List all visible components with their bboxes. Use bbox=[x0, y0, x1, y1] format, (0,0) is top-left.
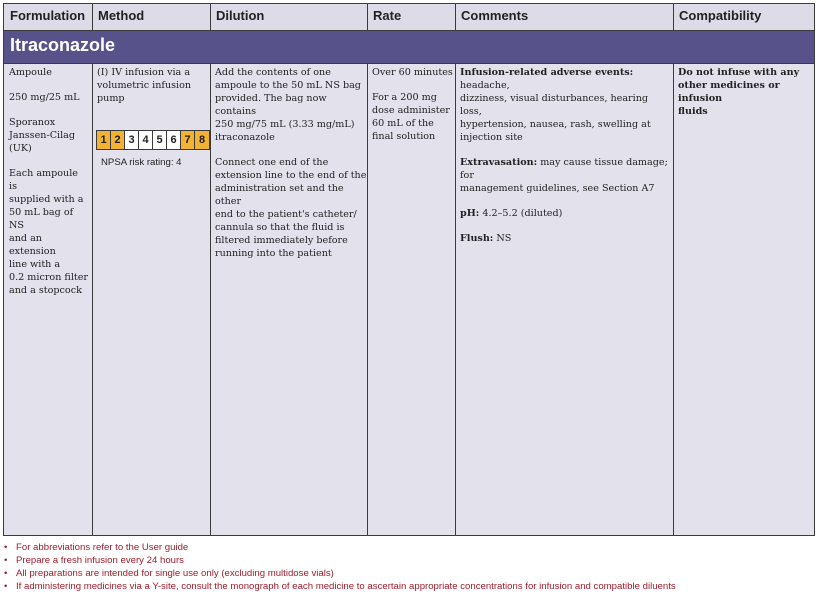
footnote-item: • For abbreviations refer to the User guide bbox=[0, 541, 819, 554]
flush-label: Flush: bbox=[460, 233, 494, 244]
header-dilution: Dilution bbox=[216, 8, 265, 23]
header-method: Method bbox=[98, 8, 145, 23]
formulation-brand: Sporanox Janssen-Cilag (UK) bbox=[9, 117, 76, 154]
comment-adverse-events bbox=[460, 66, 672, 144]
rate-dose-note: For a 200 mg dose administer 60 mL of the final solution bbox=[372, 92, 450, 142]
risk-box-4: 4 bbox=[139, 131, 153, 149]
header-comments: Comments bbox=[461, 8, 529, 23]
drug-name: Itraconazole bbox=[10, 35, 116, 55]
risk-box-1: 1 bbox=[97, 131, 111, 149]
ph-label: pH: bbox=[460, 208, 480, 219]
header-rate: Rate bbox=[373, 8, 402, 23]
column-divider bbox=[210, 4, 211, 535]
footnote-item: • Prepare a fresh infusion every 24 hours bbox=[0, 554, 819, 567]
npsa-risk-label: NPSA risk rating: 4 bbox=[101, 157, 182, 168]
formulation-strength: 250 mg/25 mL bbox=[9, 92, 80, 103]
risk-box-6: 6 bbox=[167, 131, 181, 149]
dilution-cell bbox=[215, 66, 367, 272]
formulation-cell bbox=[9, 66, 89, 309]
rate-duration: Over 60 minutes bbox=[372, 67, 453, 78]
header-formulation: Formulation bbox=[10, 8, 86, 23]
dilution-step-2: Connect one end of the extension line to the end of the administration set and the other end to the patient's catheter/ cannula so that the fluid is filtered immediately before running into the patient bbox=[215, 157, 367, 259]
column-divider bbox=[92, 4, 93, 535]
column-divider bbox=[367, 4, 368, 535]
drug-name-band bbox=[4, 31, 814, 64]
extravasation-label: Extravasation: bbox=[460, 157, 538, 168]
method-cell bbox=[97, 66, 209, 117]
adverse-label: Infusion-related adverse events: bbox=[460, 67, 634, 78]
comment-ph bbox=[460, 207, 672, 220]
formulation-supply-note: Each ampoule is supplied with a 50 mL bag of NS and an extension line with a 0.2 micron filter and a stopcock bbox=[9, 168, 89, 296]
method-text: (I) IV infusion via a volumetric infusion pump bbox=[97, 67, 192, 104]
risk-box-2: 2 bbox=[111, 131, 125, 149]
adverse-text: headache, dizziness, visual disturbances, hearing loss, hypertension, nausea, rash, swelling at injection site bbox=[460, 80, 651, 143]
comment-flush bbox=[460, 232, 672, 245]
flush-text: NS bbox=[493, 233, 512, 244]
compatibility-cell bbox=[678, 66, 812, 130]
table-header-row bbox=[4, 4, 814, 31]
npsa-risk-scale bbox=[96, 130, 210, 150]
compatibility-text: Do not infuse with any other medicines or infusion fluids bbox=[678, 67, 800, 117]
monograph-table bbox=[3, 3, 815, 536]
risk-box-5: 5 bbox=[153, 131, 167, 149]
footnotes bbox=[0, 541, 819, 593]
footnote-item: • All preparations are intended for single use only (excluding multidose vials) bbox=[0, 567, 819, 580]
extravasation-text: may cause tissue damage; for management guidelines, see Section A7 bbox=[460, 157, 668, 194]
column-divider bbox=[455, 4, 456, 535]
footnote-item: • If administering medicines via a Y-site, consult the monograph of each medicine to ascertain appropriate concentrations for infusion and compatible diluents bbox=[0, 580, 819, 593]
header-compatibility: Compatibility bbox=[679, 8, 762, 23]
dilution-step-1: Add the contents of one ampoule to the 50 mL NS bag provided. The bag now contains 250 mg/75 mL (3.33 mg/mL) itraconazole bbox=[215, 67, 361, 143]
column-divider bbox=[673, 4, 674, 535]
comments-cell bbox=[460, 66, 672, 257]
risk-box-7: 7 bbox=[181, 131, 195, 149]
formulation-type: Ampoule bbox=[9, 67, 52, 78]
comment-extravasation bbox=[460, 156, 672, 195]
ph-text: 4.2–5.2 (diluted) bbox=[479, 208, 563, 219]
rate-cell bbox=[372, 66, 454, 155]
risk-box-3: 3 bbox=[125, 131, 139, 149]
risk-box-8: 8 bbox=[195, 131, 209, 149]
